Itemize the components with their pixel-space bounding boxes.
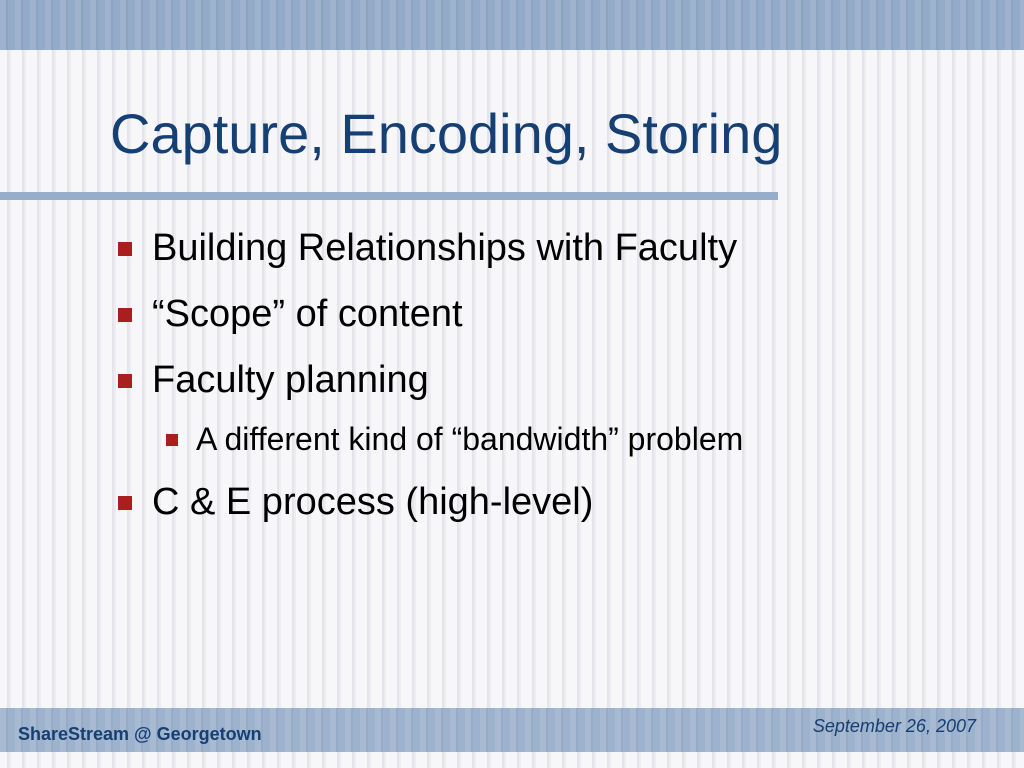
square-bullet-icon — [118, 496, 132, 510]
bullet-text: Faculty planning — [152, 359, 429, 401]
square-bullet-icon — [118, 308, 132, 322]
square-bullet-icon — [118, 242, 132, 256]
bullet-text: “Scope” of content — [152, 293, 463, 335]
footer-organization: ShareStream @ Georgetown — [18, 724, 262, 744]
slide-title: Capture, Encoding, Storing — [110, 102, 783, 165]
footer-date: September 26, 2007 — [812, 716, 976, 736]
sub-bullet-text: A different kind of “bandwidth” problem — [196, 421, 744, 457]
bullet-text: Building Relationships with Faculty — [152, 227, 738, 269]
title-underline-rule — [0, 192, 778, 200]
header-band — [0, 0, 1024, 50]
square-bullet-icon — [166, 434, 178, 446]
square-bullet-icon — [118, 374, 132, 388]
bullet-text: C & E process (high-level) — [152, 481, 594, 523]
